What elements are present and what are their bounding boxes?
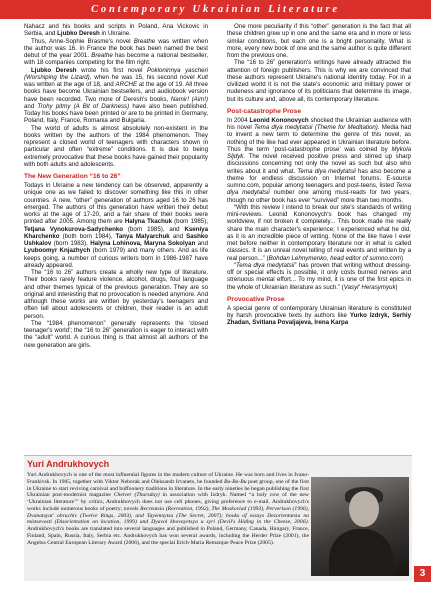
running-header: Contemporary Ukrainian Literature — [0, 0, 431, 19]
author-box — [24, 455, 412, 581]
paragraph: A special genre of contemporary Ukrainian literature is constituted by harsh provocative texts by authors like Yurko Izdryk, Serhiy Zhadan, Svitlana Povaljajeva, Irena Karpa — [227, 304, 411, 327]
paragraph: Nahacz and his books and scripts in Poland, Ana Vickovic in Serbia, and Ljubko Deresh in Ukraine. — [24, 23, 208, 38]
article-body — [24, 23, 412, 448]
author-bio: Yuri Andrukhovych is one of the most influential figures in the modern culture of Ukraine. He was born and lives in Ivano-Frankivsk. In 1985, together with Viktor Neborak and Oleksandr Irvanets, he founded Bu-Ba-Bu poet group, one of the first in Ukraine to start reviving carnival and buffoonery traditions in literature. In the early nineties he began publishing the first Ukrainian post-modernist magazine Chetver (Thursday) in association with Izdryk. Named “a holy cow of the new ‘Ukrainian literature’” by critics, Andrukhovych does not use cell phones, giving preference to e-mail. Andrukhovych's works include numerous books of poetry; novels Recreatsia (Recreation, 1992), The Moskoviad (1993), Perverison (1996), Dvanatsyat' obruchiv (Twelve Rings, 2003), and Tayemnytsa (The Secret, 2007); books of essays Dezorientatsia na mistsevosti (Disorientation on location, 1999) and Dyavol khovayetsya u syri (Devil's Hiding in the Cheese, 2006). Andrukhovych's books are translated into several languages and published in Poland, Germany, Canada, Hungary, France, Finland, Spain, Russia, Italy, Serbia etc. Andrukhovych has won several awards, including the Herder Prize (2001), the Angelus Central European Literary Award (2006), and the special Erich-Maria Remarque Peace Prize (2005). — [27, 472, 309, 546]
section-heading: Provocative Prose — [227, 295, 285, 303]
paragraph: Thus, Anne-Sophie Brasme's novel Breathe was written when the author was 16. In France the book has been named the best debut of the year 2001. Breathe has become a national bestseller, with 18 companies competing for the film right. — [24, 37, 208, 67]
paragraph: The “16 to 26” generation's writings have already attracted the attention of foreign publishers. This is why we are convinced that these authors represent Ukraine's national identity today. For in a civilized world it is not the state's economic and military power or nudeness and ignorance of its politicians that determine its image, but its culture and, above all, its contemporary literature. — [227, 59, 411, 103]
divider — [24, 455, 412, 456]
author-name: Yuri Andrukhovych — [27, 459, 110, 469]
right-column — [227, 23, 411, 327]
page-number: 3 — [414, 566, 431, 582]
paragraph: Todays in Ukraine a new tendency can be observed, apparently a unique one as we failed to discover something like this in other countries. A new, “other” generation of authors aged 16 to 26 has emerged. The authors of this generation have written their debut works at the age of 17-20, and a fair share of their books were printed after 2005. Among them are Halyna Tkachuk (born 1985), Tetjana Vynokurova-Sadychenko (born 1985), and Kseniya Kharchenko (both born 1984), Tanya Malyarchuk and Sashko Ushkalov (born 1983), Halyna Lohinova, Maryna Sokolyan and Lyuboomyr Knjazhych (born 1979) and many others. And as life keeps going, a number of curious writers born in 1986-1987 have already appeared. — [24, 182, 208, 269]
paragraph: The “1984 phenomenon” generally represents the ‘closed teenager's world’; the “16 to 26” generation is eager to interact with the “adult” world. A curious thing is that almost all authors of the new generation are girls. — [24, 319, 208, 349]
left-column — [24, 23, 208, 349]
quote: “Tema dlya medytatsii” has proven that writing without dressing-off or special effects is possible, it only costs burned nerves and strenuous mental effort... To my mind, it is one of the first epics in the whole of Ukrainian literature as such.” (Vasyl' Herasymyuk) — [227, 261, 412, 291]
paragraph: Ljubko Deresh wrote his first novel Pokloninnya yascheri (Worshiping the Lizard), when he was 15, his second novel Kult was written at the age of 18, and ARCHE at the age of 19. All three books have become Ukrainian bestsellers, and audiobook version have been recorded. Two more of Deresh's books, Namir! (Aim!) and Trohy pitmy (A Bit of Darkness) have also been published. Today his books have been printed or are to be printed in Germany, Poland, Italy, France, Romania and Bulgaria. — [24, 66, 208, 125]
quote: “With this review I intend to break our site's standards of writing mini-reviews. Leonid Kononovych's book has changed my worldview, if not broken it completely... This book made me really share the main character's experience; I experienced what he did, as it is an incredible piece of writing. None of the like have I ever met before neither in contemporary literature nor in what is called classics. It is an unreal novel telling of real events and written by a real person...” (Bohdan Lehnymenko, head editor of sumno.com) — [227, 203, 411, 262]
author-photo — [311, 477, 409, 576]
paragraph: The “16 to 26” authors create a wholly new type of literature. Their books rarely feature violence, alcohol, drugs, foul language and other themes typical of the previous generation. They are so original and interesting that no provocation is needed anymore. And although these works are written by yesterday's teenagers and often tell about adolescents or children, their reader is an adult person. — [24, 269, 208, 320]
paragraph: One more peculiarity if this “other” generation is the fact that all these children grew up in one and the same era and in more or less similar conditions, but each one is a bright personality. What is more, every new book of one and the same author is quite different from the previous one. — [227, 23, 411, 59]
section-heading: Post-catastrophe Prose — [227, 107, 302, 115]
section-heading: The New Generation “16 to 26” — [24, 173, 121, 180]
paragraph: The world of adults is almost absolutely non-existent in the books written by the authors of the 1984 phenomenon. They represent a closed world of teenagers with characters shown in particular and often “extreme” conditions. It is due to being extremely provocative that these books have gained their popularity with both adults and adolescents. — [24, 124, 208, 168]
paragraph: In 2004 Leonid Kononovych shocked the Ukrainian audience with his novel Tema dlya medytatsii (Theme for Meditation). Media had to invent a new term to determine the genre of this novel, as nothing of the like had ever appeared in Ukrainian literature before. Thus the term ‘post-catastrophe prose’ was coined by Mykola Sljdyk. The novel received positive press and stirred up sharp discussions concerning not only the novel as such but also who writes about it and what. Tema dlya medytatsii has also become a theme for endless discussion on Internet forums. E-source sumno.com, popular among teenagers and post-teens, listed Tema dlya medytatsii number one among must-reads for two years, though no other book has ever “survived” more than two months. — [227, 116, 411, 204]
